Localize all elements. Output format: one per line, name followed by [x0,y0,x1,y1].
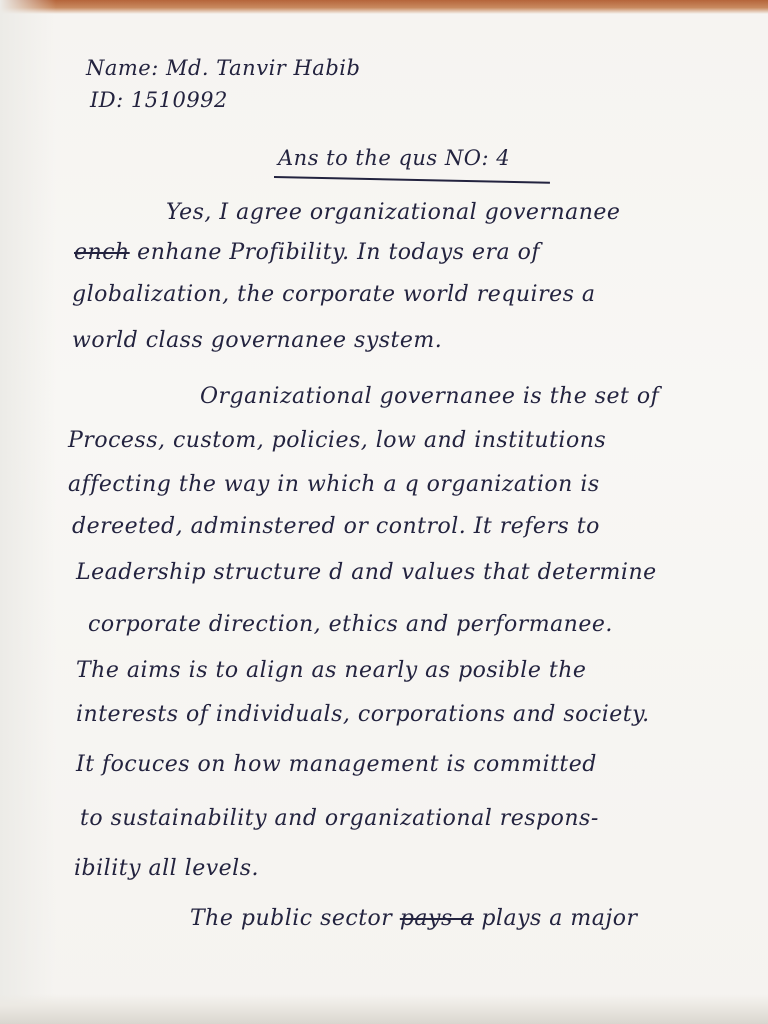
paragraph-3-line-1 [190,906,637,931]
line-text: enhane Profibility. In todays era of [129,240,540,265]
paragraph-2-line-2: Process, custom, policies, low and institutions [68,428,607,453]
page-left-shadow [0,0,56,1024]
heading-underline [274,176,550,184]
paragraph-1-line-2 [74,240,540,265]
paragraph-1-line-3: globalization, the corporate world requires a [72,282,596,307]
student-name: Name: Md. Tanvir Habib [86,56,361,80]
page-top-edge [0,0,768,14]
page-bottom-edge [0,994,768,1024]
paragraph-2-line-4: dereeted, adminstered or control. It refers to [72,514,600,539]
student-id: ID: 1510992 [90,88,228,112]
paragraph-2-line-11: ibility all levels. [74,856,259,881]
paragraph-1-line-1: Yes, I agree organizational governanee [166,200,621,225]
paragraph-2-line-8: interests of individuals, corporations and society. [76,702,650,727]
answer-heading: Ans to the qus NO: 4 [278,146,511,170]
paragraph-2-line-7: The aims is to align as nearly as posible the [76,658,587,683]
paragraph-2-line-1: Organizational governanee is the set of [200,384,660,409]
paragraph-2-line-6: corporate direction, ethics and performanee. [88,612,613,637]
struck-words: pays a [399,906,474,931]
paragraph-2-line-10: to sustainability and organizational respons- [80,806,599,831]
paragraph-2-line-5: Leadership structure d and values that determine [76,560,657,585]
paragraph-1-line-4: world class governanee system. [72,328,443,353]
answer-heading-block [278,146,510,170]
paragraph-2-line-3: affecting the way in which a q organization is [68,472,600,497]
struck-word: ench [74,240,130,265]
paragraph-2-line-9: It focuces on how management is committed [76,752,597,777]
line-tail: plays a major [473,906,638,931]
line-text: The public sector [190,906,393,931]
